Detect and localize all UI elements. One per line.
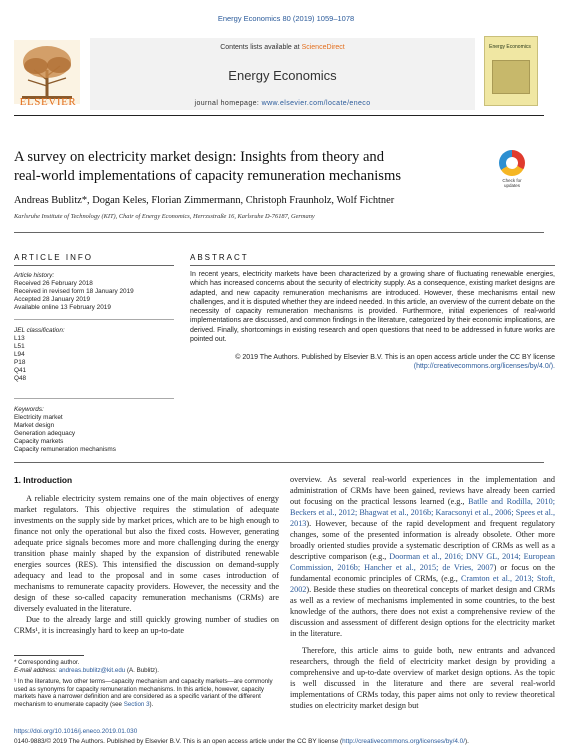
check-for-updates-badge[interactable] (497, 150, 527, 188)
jel-classification (14, 327, 174, 383)
email-line (14, 667, 279, 675)
doi-link[interactable]: https://doi.org/10.1016/j.eneco.2019.01.030 (14, 728, 138, 735)
copyright-license-link[interactable]: http://creativecommons.org/licenses/by/4.0/ (342, 738, 466, 745)
check-updates-label: Check for updates (502, 178, 522, 188)
paragraph-text: ). However, because of the rapid development and frequent regulatory changes, some of the presented information is already obsolete. Other more broadly oriented studies provide a systematic description of CRMs as well as a descriptive comparison (e.g., (290, 519, 555, 561)
jel-code: P18 (14, 359, 26, 366)
journal-title: Energy Economics (228, 68, 337, 83)
history-item: Received 26 February 2018 (14, 280, 93, 287)
paper-title-line-1: A survey on electricity market design: Insights from theory and (14, 149, 385, 165)
history-rule (14, 319, 174, 320)
copyright-line (14, 738, 469, 745)
abstract-license (190, 353, 555, 372)
sciencedirect-link[interactable]: ScienceDirect (301, 44, 345, 51)
homepage-link[interactable]: www.elsevier.com/locate/eneco (261, 100, 371, 107)
elsevier-tree-logo (14, 40, 80, 104)
abstract-heading: ABSTRACT (190, 253, 249, 262)
keywords (14, 406, 174, 454)
intro-paragraph-2: Due to the already large and still quickly growing number of studies on CRMs¹, it is increasingly hard to keep an up-to-date (14, 615, 279, 635)
abstract-rule (190, 265, 555, 266)
elsevier-wordmark: ELSEVIER (19, 96, 77, 108)
email-suffix: (A. Bublitz). (126, 666, 159, 674)
history-item: Available online 13 February 2019 (14, 304, 111, 311)
journal-homepage (90, 100, 475, 107)
author-list: Andreas Bublitz*, Dogan Keles, Florian Zimmermann, Christoph Fraunholz, Wolf Fichtner (14, 195, 395, 206)
left-column (14, 493, 279, 636)
body-rule (14, 462, 544, 463)
jel-code: L94 (14, 351, 25, 358)
keyword: Capacity markets (14, 438, 64, 445)
keywords-label: Keywords: (14, 406, 44, 413)
paragraph-text: overview. As several real-world experiences in the implementation and administration of CRMs have been gained, reviews have already been carried out focusing on the practical lessons learned (e.g., (290, 475, 555, 506)
jel-code: L51 (14, 343, 25, 350)
abstract-body: In recent years, electricity markets have been characterized by a growing share of fluctuating renewable energies, which has increased concerns about the security of electricity supply. As a consequence, existing market designs are adapted, and new capacity remuneration mechanisms are introduced. However, these mechanisms entail new challenges, and it is disputed whether they are indeed needed. In this article, an overview of the current debate on the necessity of capacity remuneration mechanisms is provided. Furthermore, initial experiences of real-world implementations are discussed, and common findings in the literature, categorized by their economic implications, are derived. Finally, shortcomings in existing research and open questions that need to be addressed in future works are pointed out. (190, 271, 555, 344)
keyword: Electricity market (14, 414, 63, 421)
footnote-rule (14, 655, 84, 656)
paragraph-text: ). Beside these studies on theoretical concepts of market design and CRMs as well as a review of mechanisms implemented in some countries, to the best knowledge of the authors, there does not exist a comprehensive review of the discussion and assessment of different design options for the electricity market in the literature. (290, 585, 555, 638)
copyright-end: ). (465, 738, 469, 745)
jel-code: Q48 (14, 375, 27, 382)
corresponding-author: * Corresponding author. (14, 659, 80, 666)
history-item: Received in revised form 18 January 2019 (14, 288, 134, 295)
journal-reference[interactable]: Energy Economics 80 (2019) 1059–1078 (217, 14, 355, 23)
contents-prefix: Contents lists available at (220, 44, 302, 51)
intro-paragraph-4: Therefore, this article aims to guide both, new entrants and advanced researchers, through the field of electricity market design by providing a comprehensive and up-to-date overview of market design options. As the topic is well discussed in the literature and there are several real-world implementations of CRMs today, this paper aims not only to review theoretical studies on electricity market design but (290, 646, 555, 710)
footnote-text: ¹ In the literature, two other terms—capacity mechanism and capacity markets—are commonly used as synonyms for capacity remuneration mechanisms. In this article, however, capacity markets have a narrower definition and are considered as a specific variant of the different mechanism to enumerate capacity (see (14, 678, 273, 708)
intro-paragraph-1: A reliable electricity system remains one of the main objectives of energy market regulators. This objective requires the stimulation of adequate investments on the supply side by market prices, which are to be high enough to finance not only the operational but also the fixed costs. However, generating adequate price signals becomes more and more challenging during the energy transition phase mainly shaped by the expansion of distributed renewable energies sources (RES). This intensified the discussion on demand-supply adequacy and lead to the proposal and in some cases introduction of mechanisms to remunerate capacity providers. However, the necessity and the design of these so-called capacity remuneration mechanisms (CRMs) are diversely evaluated in the literature. (14, 494, 279, 613)
homepage-prefix: journal homepage: (194, 100, 262, 107)
intro-paragraph-3 (290, 474, 555, 639)
email-label: E-mail address: (14, 666, 57, 674)
jel-code: L13 (14, 335, 25, 342)
copyright-text: 0140-9883/© 2019 The Authors. Published by Elsevier B.V. This is an open access article under the CC BY license ( (14, 738, 343, 745)
email-link[interactable]: andreas.bublitz@kit.edu (58, 666, 126, 674)
license-link[interactable]: (http://creativecommons.org/licenses/by/4.0/). (413, 363, 555, 371)
paper-title-line-2: real-world implementations of capacity remuneration mechanisms (14, 168, 402, 184)
footnote-text-end: ). (149, 700, 154, 708)
paper-title (14, 148, 494, 186)
cover-title: Energy Economics (489, 44, 531, 50)
cover-image (492, 60, 530, 94)
keyword: Generation adequacy (14, 430, 76, 437)
affiliation: Karlsruhe Institute of Technology (KIT), Chair of Energy Economics, Herrzsstraße 16, Karlsruhe D-76187, Germany (14, 213, 315, 220)
jel-label: JEL classification: (14, 327, 65, 334)
header-rule (14, 115, 544, 116)
authors-rule (14, 232, 544, 233)
article-info-rule (14, 265, 174, 266)
article-history (14, 272, 174, 312)
paragraph-text: ) or focus on the fundamental economic principles of CRMs, (e.g., (290, 563, 555, 583)
contents-line (90, 44, 475, 51)
introduction-heading: 1. Introduction (14, 475, 73, 485)
article-info-heading: ARTICLE INFO (14, 253, 93, 262)
footnote-1 (14, 678, 279, 708)
right-column (290, 474, 555, 711)
history-item: Accepted 28 January 2019 (14, 296, 91, 303)
citation-link[interactable]: Batlle and Rodilla, 2010; Beckers et al., 2012; Bhagwat et al., 2016b; Karacsonyi et al., 2006; Spees et al., 2013 (290, 497, 555, 528)
citation-link[interactable]: Doorman et al., 2016; DNV GL, 2014; European Commission, 2016b; Hancher et al., 2015; de Vries, 2007 (290, 552, 555, 572)
history-label: Article history: (14, 272, 55, 279)
check-updates-icon (499, 150, 525, 176)
keyword: Capacity remuneration mechanisms (14, 446, 116, 453)
footnotes (14, 659, 279, 709)
jel-rule (14, 398, 174, 399)
license-line: © 2019 The Authors. Published by Elsevier B.V. This is an open access article under the CC BY license (235, 354, 555, 361)
section-link[interactable]: Section 3 (123, 700, 150, 708)
keyword: Market design (14, 422, 55, 429)
citation-link[interactable]: Cramton et al., 2013; Stoft, 2002 (290, 574, 555, 594)
jel-code: Q41 (14, 367, 27, 374)
